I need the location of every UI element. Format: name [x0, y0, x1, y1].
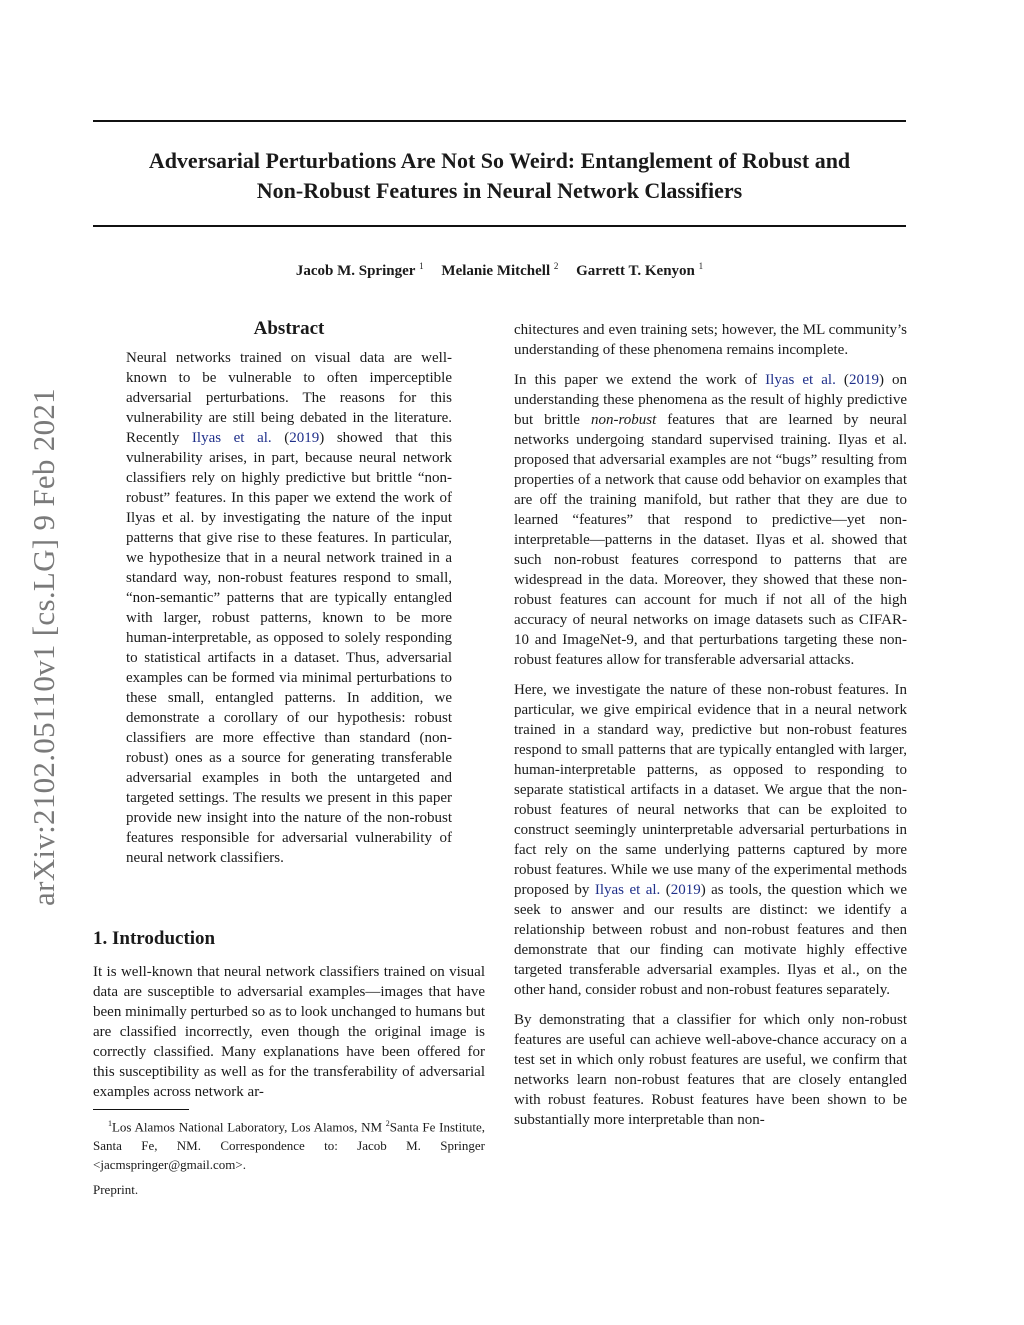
text-run: Here, we investigate the nature of these non-robust features. In particular, we give empirical evidence that in a neural network trained in a standard way, predictive but non-robust features respond to small patterns that are typically entangled with larger, human-interpretable patterns, as opposed to responding to separate statistical artifacts in a dataset. We argue that the non-robust features of neural networks that can be exploited to construct seemingly uninterpretable adversarial perturbations in fact rely on the same underlying patterns captured by more robust features. While we use many of the experimental methods proposed by: [514, 682, 907, 898]
introduction-paragraph: It is well-known that neural network classifiers trained on visual data are susceptible to adversarial examples—images that have been minimally perturbed so as to look unchanged to humans but are classified incorrectly, even though the original image is correctly classified. Many explanations have been offered for this susceptibility as well as for the transferability of adversarial examples across network ar-: [93, 964, 485, 1100]
affiliation-footnote: [93, 1114, 485, 1174]
author-affil: 2: [553, 261, 559, 271]
preprint-label: Preprint.: [93, 1182, 139, 1197]
citation-author: Ilyas et al.: [594, 882, 661, 898]
author-name: Jacob M. Springer: [295, 263, 416, 279]
footnote-mark: 1: [107, 1119, 112, 1128]
introduction-heading: 1. Introduction: [93, 928, 216, 949]
title-line-1: Adversarial Perturbations Are Not So Weird: Entanglement of Robust and: [148, 148, 851, 173]
intro-paragraph-2: In this paper we extend the work of Ilyas et al. (2019) on understanding these phenomena as the result of highly predictive but brittle non-robust features that are learned by neural networks undergoing standard supervised training. Ilyas et al. proposed that adversarial examples are not “bugs” resulting from properties of a network that cause odd behavior on examples that are off the training manifold, but rather that they are due to learned “features” that respond to predictive—yet non-interpretable—patterns in the dataset. Ilyas et al. showed that such non-robust features correspond to patterns that are widespread in the data. Moreover, they showed that these non-robust features can account for much if not all of the high accuracy of neural networks on image datasets such as CIFAR-10 and ImageNet-9, and that perturbations targeting these non-robust features allow for transferable adversarial attacks.: [514, 372, 908, 668]
title-rule-bottom: [93, 225, 906, 227]
title-rule-top: [93, 120, 906, 122]
citation-year-link[interactable]: [671, 882, 701, 898]
footnote-affil-2: Santa Fe Institute, Santa Fe, NM. Correspondence to: Jacob M. Springer <jacmspringer@gmail.com>.: [93, 1119, 485, 1173]
abstract-text-1: Neural networks trained on visual data are well-known to be vulnerable to often imperceptible adversarial perturbations. The reasons for this vulnerability are still being debated in the literature. Recently: [126, 350, 452, 446]
citation-link[interactable]: [765, 372, 836, 388]
citation-year-link[interactable]: [849, 372, 879, 388]
citation-year-link[interactable]: [289, 430, 319, 446]
footnote-affil-1: Los Alamos National Laboratory, Los Alamos, NM: [111, 1119, 386, 1135]
abstract-heading: Abstract: [253, 318, 325, 339]
abstract-text-2: showed that this vulnerability arises, in part, because neural network classifiers rely on highly predictive but brittle “non-robust” features. In this paper we extend the work of Ilyas et al. by investigating the nature of the input patterns that give rise to these features. In particular, we hypothesize that in a neural network trained in a standard way, non-robust features respond to small, “non-semantic” patterns that are typically entangled with larger, robust patterns, known to be more human-interpretable, as opposed to solely responding to statistical artifacts in a dataset. Thus, adversarial examples can be formed via minimal perturbations to these small, entangled patterns. In addition, we demonstrate a corollary of our hypothesis: robust classifiers are more effective than standard (non-robust) ones as a source for generating transferable adversarial examples in both the untargeted and targeted settings. The results we present in this paper provide new insight into the nature of the non-robust features responsible for adversarial vulnerability of neural network classifiers.: [126, 430, 452, 866]
author-name: Garrett T. Kenyon: [576, 263, 695, 279]
footnote-rule: [93, 1109, 189, 1110]
citation-link[interactable]: [192, 430, 272, 446]
text-run: as tools, the question which we seek to answer and our results are distinct: we identify a relationship between robust and non-robust features and then demonstrate that our finding can motivate highly effective targeted transferable adversarial examples. Ilyas et al., on the other hand, consider robust and non-robust features separately.: [514, 882, 908, 998]
author-affil: 1: [419, 261, 424, 271]
intro-continuation: chitectures and even training sets; however, the ML community’s understanding of these phenomena remains incomplete.: [514, 322, 907, 358]
citation-link[interactable]: [595, 882, 660, 898]
intro-paragraph-3: Here, we investigate the nature of these non-robust features. In particular, we give empirical evidence that in a neural network trained in a standard way, predictive but non-robust features respond to small patterns that are typically entangled with larger, human-interpretable patterns, as opposed to responding to separate statistical artifacts in a dataset. We argue that the non-robust features of neural networks that can be exploited to construct seemingly uninterpretable adversarial perturbations in fact rely on the same underlying patterns captured by more robust features. While we use many of the experimental methods proposed by Ilyas et al. (2019) as tools, the question which we seek to answer and our results are distinct: we identify a relationship between robust and non-robust features and then demonstrate that our finding can motivate highly effective targeted transferable adversarial examples. Ilyas et al., on the other hand, consider robust and non-robust features separately.: [514, 682, 908, 998]
emphasis-term: non-robust: [590, 412, 657, 428]
text-run: features that are learned by neural networks undergoing standard supervised training. Ilyas et al. proposed that adversarial examples are not “bugs” resulting from properties of a network that cause odd behavior on examples that are off the training manifold, but rather that they are due to learned “features” that respond to predictive—yet non-interpretable—patterns in the dataset. Ilyas et al. showed that such non-robust features correspond to patterns that are widespread in the data. Moreover, they showed that these non-robust features can account for much if not all of the high accuracy of neural networks on image datasets such as CIFAR-10 and ImageNet-9, and that perturbations targeting these non-robust features allow for transferable adversarial attacks.: [514, 412, 907, 668]
citation-year: 2019: [289, 430, 320, 446]
citation-author: Ilyas et al.: [191, 430, 272, 446]
paper-title: [93, 146, 906, 206]
author-name: Melanie Mitchell: [441, 263, 551, 279]
citation-author: Ilyas et al.: [765, 372, 836, 388]
footnote-mark: 2: [385, 1119, 390, 1128]
text-run: on understanding these phenomena as the result of highly predictive but brittle: [514, 372, 908, 428]
right-column: [514, 320, 907, 1140]
text-run: In this paper we extend the work of: [514, 372, 766, 388]
title-line-2: Non-Robust Features in Neural Network Classifiers: [256, 178, 743, 203]
citation-year: 2019: [848, 372, 879, 388]
citation-year: 2019: [670, 882, 701, 898]
arxiv-stamp-text: arXiv:2102.05110v1 [cs.LG] 9 Feb 2021: [26, 388, 61, 906]
author-list: [93, 261, 906, 280]
intro-paragraph-4: By demonstrating that a classifier for which only non-robust features are useful can achieve well-above-chance accuracy on a test set in which only robust features are useful, we confirm that networks learn non-robust features that are closely entangled with robust features. Robust features have been shown to be substantially more interpretable than non-: [514, 1012, 907, 1128]
arxiv-stamp: [23, 364, 65, 930]
author-affil: 1: [698, 261, 704, 271]
abstract-body: Neural networks trained on visual data are well-known to be vulnerable to often imperceptible adversarial perturbations. The reasons for this vulnerability are still being debated in the literature. Recently Ilyas et al. (2019) showed that this vulnerability arises, in part, because neural network classifiers rely on highly predictive but brittle “non-robust” features. In this paper we extend the work of Ilyas et al. by investigating the nature of the input patterns that give rise to these features. In particular, we hypothesize that in a neural network trained in a standard way, non-robust features respond to small, “non-semantic” patterns that are typically entangled with larger, robust patterns, known to be more human-interpretable, as opposed to solely responding to statistical artifacts in a dataset. Thus, adversarial examples can be formed via minimal perturbations to these small, entangled patterns. In addition, we demonstrate a corollary of our hypothesis: robust classifiers are more effective than standard (non-robust) ones as a source for generating transferable adversarial examples in both the untargeted and targeted settings. The results we present in this paper provide new insight into the nature of the non-robust features responsible for adversarial vulnerability of neural network classifiers.: [126, 350, 452, 866]
